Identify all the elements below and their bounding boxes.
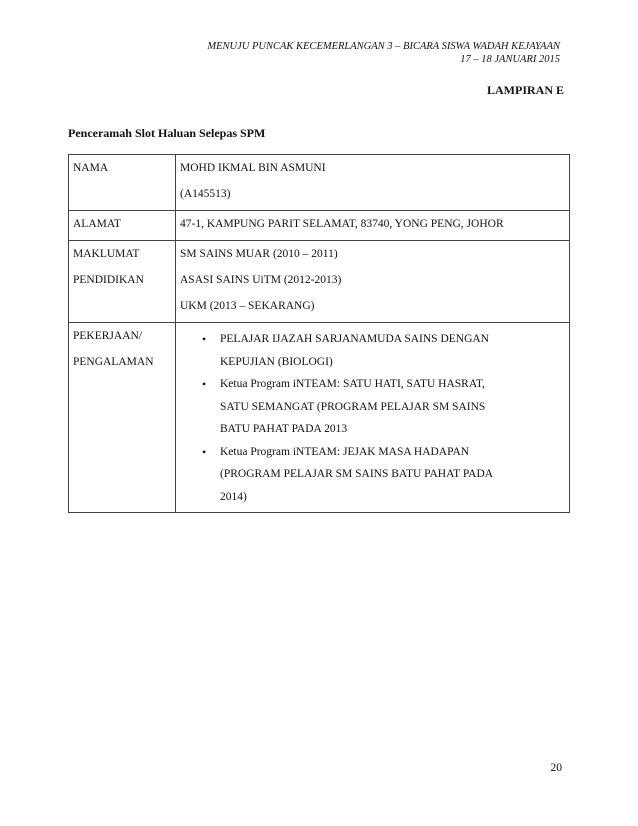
list-item — [180, 328, 565, 373]
label-pendidikan: PENDIDIKAN — [73, 274, 144, 286]
table-row-pekerjaan — [69, 323, 570, 513]
education-item: UKM (2013 – SEKARANG) — [180, 300, 315, 312]
table-row-pendidikan — [69, 241, 570, 323]
speaker-info-table — [68, 154, 570, 513]
experience-line: BATU PAHAT PADA 2013 — [220, 423, 348, 435]
running-header-title: MENUJU PUNCAK KECEMERLANGAN 3 – BICARA SISWA WADAH KEJAYAAN — [207, 41, 560, 52]
value-alamat: 47-1, KAMPUNG PARIT SELAMAT, 83740, YONG PENG, JOHOR — [180, 218, 504, 230]
value-cell-nama — [176, 155, 570, 211]
experience-line: PELAJAR IJAZAH SARJANAMUDA SAINS DENGAN — [220, 333, 489, 345]
table-row-alamat — [69, 211, 570, 241]
bullet-dot-icon: • — [202, 377, 207, 391]
experience-line: Ketua Program iNTEAM: JEJAK MASA HADAPAN — [220, 445, 470, 458]
value-nama: MOHD IKMAL BIN ASMUNI — [180, 162, 326, 174]
value-cell-pekerjaan — [176, 323, 570, 513]
education-item: ASASI SAINS UiTM (2012-2013) — [180, 274, 342, 286]
value-cell-alamat — [176, 211, 570, 241]
list-item — [180, 441, 565, 509]
bullet-dot-icon: • — [202, 332, 207, 346]
label-pengalaman: PENGALAMAN — [73, 356, 154, 368]
label-cell-pendidikan — [69, 241, 176, 323]
label-nama: NAMA — [73, 162, 109, 174]
label-cell-alamat — [69, 211, 176, 241]
experience-line: (PROGRAM PELAJAR SM SAINS BATU PAHAT PADA — [220, 468, 494, 480]
experience-line: Ketua Program iNTEAM: SATU HATI, SATU HASRAT, — [220, 378, 485, 390]
label-maklumat: MAKLUMAT — [73, 248, 140, 260]
section-title: Penceramah Slot Haluan Selepas SPM — [68, 126, 266, 140]
list-item — [180, 373, 565, 441]
running-header-date: 17 – 18 JANUARI 2015 — [460, 54, 560, 65]
appendix-label: LAMPIRAN E — [487, 83, 564, 97]
label-cell-pekerjaan — [69, 323, 176, 513]
experience-line: KEPUJIAN (BIOLOGI) — [220, 355, 333, 368]
experience-line: 2014) — [220, 490, 247, 503]
value-student-id: (A145513) — [180, 188, 231, 200]
value-cell-pendidikan — [176, 241, 570, 323]
label-alamat: ALAMAT — [73, 218, 121, 230]
experience-list — [180, 328, 565, 508]
experience-line: SATU SEMANGAT (PROGRAM PELAJAR SM SAINS — [220, 400, 486, 413]
bullet-dot-icon: • — [202, 444, 207, 459]
label-cell-nama — [69, 155, 176, 211]
label-pekerjaan: PEKERJAAN/ — [73, 330, 143, 342]
page-number: 20 — [550, 762, 562, 774]
table-row-nama — [69, 155, 570, 211]
education-item: SM SAINS MUAR (2010 – 2011) — [180, 248, 338, 260]
